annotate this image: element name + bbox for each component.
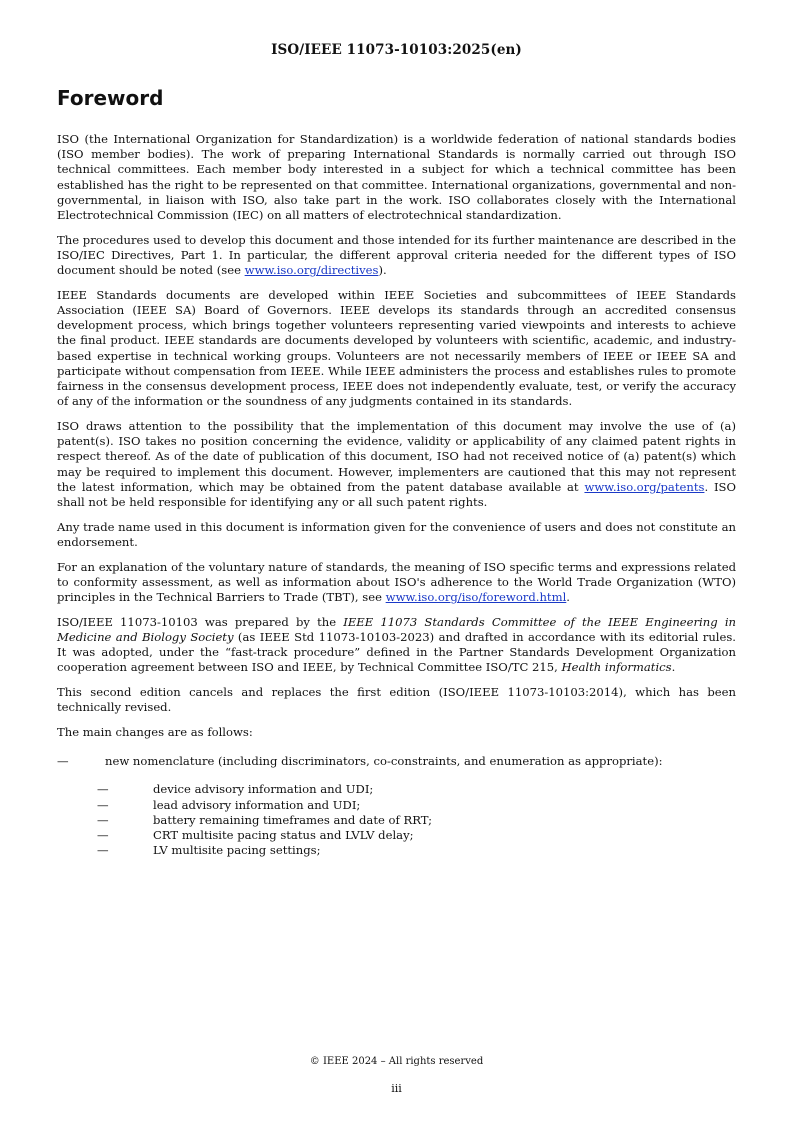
paragraph-patents: ISO draws attention to the possibility that the implementation of this document may involve the use of (a) patent(s). ISO takes no position concerning the evidence, validity or applicability of any claimed patent rights in respect thereof. As of the date of publication of this document, ISO had not received notice of (a) patent(s) which may be required to implement this document. However, implementers are cautioned that this may not represent the latest information, which may be obtained from the patent database available at www.iso.org/patents. ISO shall not be held responsible for identifying any or all such patent rights. bbox=[57, 418, 736, 509]
committee-name: IEEE 11073 Standards Committee of the IEEE Engineering in Medicine and Biology Society bbox=[57, 614, 736, 644]
paragraph-iso-federation: ISO (the International Organization for Standardization) is a worldwide federation of national standards bodies (ISO member bodies). The work of preparing International Standards is normally carried out through ISO technical committees. Each member body interested in a subject for which a technical committee has been established has the right to be represented on that committee. International organizations, governmental and non-governmental, in liaison with ISO, also take part in the work. ISO collaborates closely with the International Electrotechnical Commission (IEC) on all matters of electrotechnical standardization. bbox=[57, 132, 736, 223]
list-item: — CRT multisite pacing status and LVLV delay; bbox=[97, 827, 414, 842]
page-title: Foreword bbox=[57, 86, 164, 110]
directives-link[interactable]: www.iso.org/directives bbox=[244, 263, 379, 278]
copyright-footer: © IEEE 2024 – All rights reserved bbox=[309, 1056, 484, 1067]
paragraph-trade-name: Any trade name used in this document is information given for the convenience of users and does not constitute an endorsement. bbox=[57, 519, 736, 549]
dash-marker: — bbox=[97, 782, 109, 797]
changes-list bbox=[57, 754, 736, 769]
paragraph-prepared-by: ISO/IEEE 11073-10103 was prepared by the IEEE 11073 Standards Committee of the IEEE Engineering in Medicine and Biology Society (as IEEE Std 11073-10103-2023) and drafted in accordance with its editorial rules. It was adopted, under the “fast-track procedure” defined in the Partner Standards Development Organization cooperation agreement between ISO and IEEE, by Technical Committee ISO/TC 215, Health informatics. bbox=[57, 614, 736, 675]
tc-name: Health informatics bbox=[561, 660, 672, 675]
document-id-header: ISO/IEEE 11073-10103:2025(en) bbox=[271, 42, 522, 58]
list-item: — device advisory information and UDI; bbox=[97, 782, 374, 797]
list-item: — new nomenclature (including discriminators, co-constraints, and enumeration as appropriate): bbox=[57, 754, 663, 769]
list-item: — lead advisory information and UDI; bbox=[97, 797, 361, 812]
paragraph-main-changes: The main changes are as follows: bbox=[57, 724, 253, 739]
page-number: iii bbox=[391, 1082, 402, 1095]
dash-marker: — bbox=[97, 843, 109, 858]
dash-marker: — bbox=[97, 812, 109, 827]
paragraph-voluntary-nature: For an explanation of the voluntary nature of standards, the meaning of ISO specific terms and expressions related to conformity assessment, as well as information about ISO's adherence to the World Trade Organization (WTO) principles in the Technical Barriers to Trade (TBT), see www.iso.org/iso/foreword.html. bbox=[57, 559, 736, 604]
dash-marker: — bbox=[97, 797, 109, 812]
foreword-body bbox=[57, 132, 736, 858]
list-item: — battery remaining timeframes and date of RRT; bbox=[97, 812, 432, 827]
foreword-link[interactable]: www.iso.org/iso/foreword.html bbox=[385, 589, 567, 604]
patents-link[interactable]: www.iso.org/patents bbox=[584, 479, 705, 494]
paragraph-procedures: The procedures used to develop this document and those intended for its further maintenance are described in the ISO/IEC Directives, Part 1. In particular, the different approval criteria needed for the different types of ISO document should be noted (see www.iso.org/directives). bbox=[57, 232, 736, 278]
dash-marker: — bbox=[97, 827, 109, 842]
paragraph-edition: This second edition cancels and replaces the first edition (ISO/IEEE 11073-10103:2014), which has been technically revised. bbox=[57, 685, 736, 715]
list-item: — LV multisite pacing settings; bbox=[97, 843, 321, 858]
paragraph-ieee-standards: IEEE Standards documents are developed within IEEE Societies and subcommittees of IEEE Standards Association (IEEE SA) Board of Governors. IEEE develops its standards through an accredited consensus development process, which brings together volunteers representing varied viewpoints and interests to achieve the final product. IEEE standards are documents developed by volunteers with scientific, academic, and industry-based expertise in technical working groups. Volunteers are not necessarily members of IEEE or IEEE SA and participate without compensation from IEEE. While IEEE administers the process and establishes rules to promote fairness in the consensus development process, IEEE does not independently evaluate, test, or verify the accuracy of any of the information or the soundness of any judgments contained in its standards. bbox=[57, 287, 736, 409]
nomenclature-sublist bbox=[57, 782, 736, 858]
dash-marker: — bbox=[57, 754, 69, 769]
